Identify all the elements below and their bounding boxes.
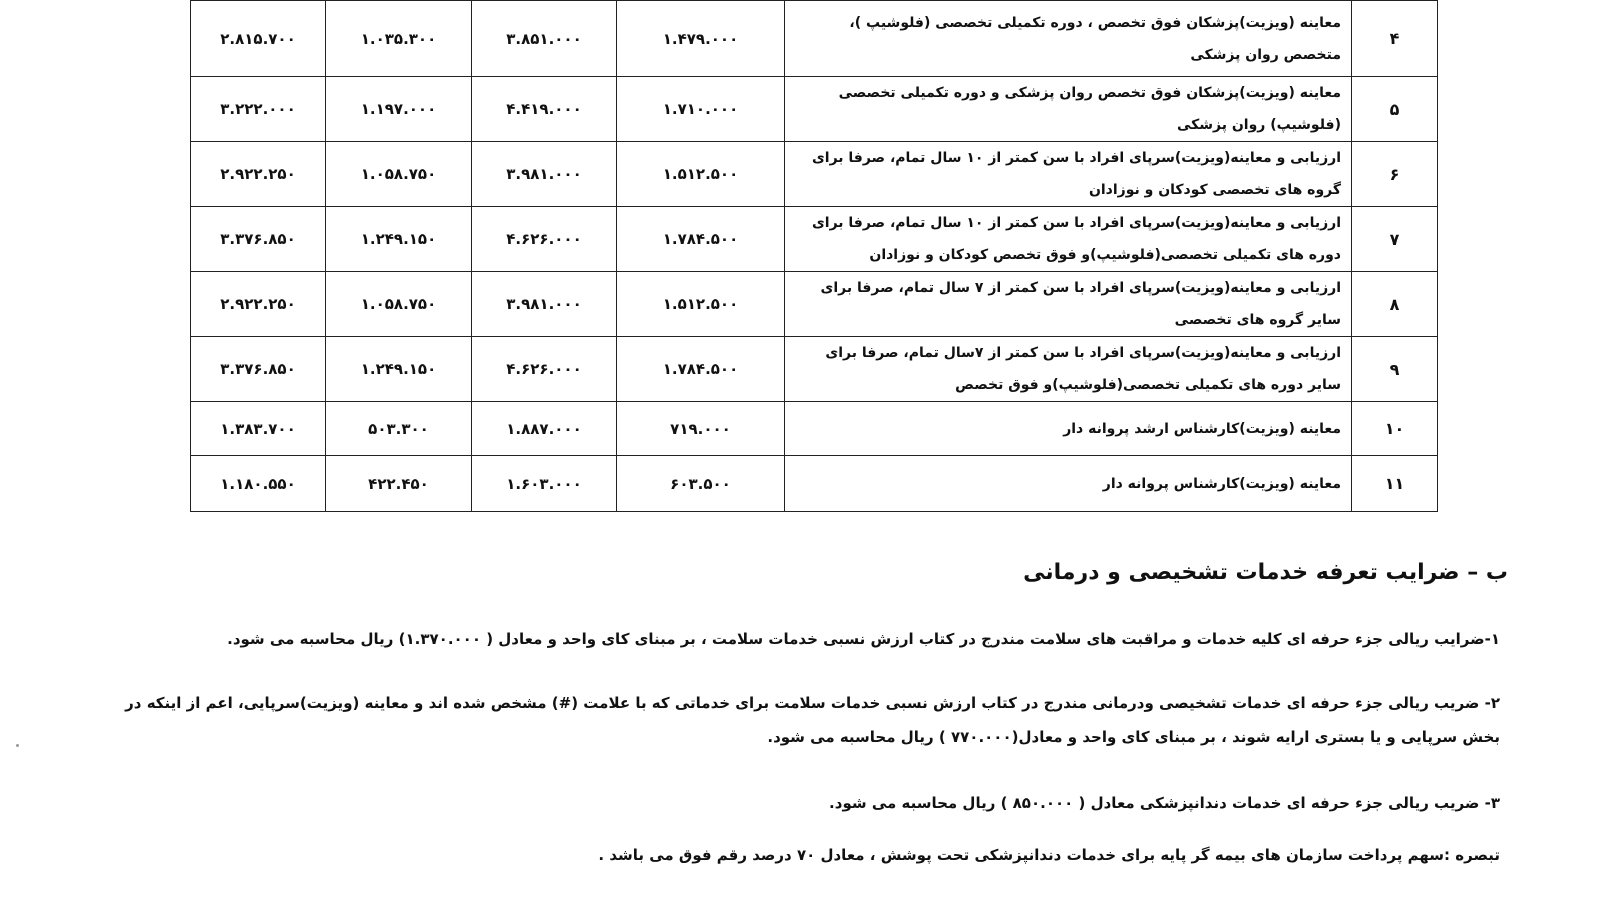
tariff-value-2-cell: ۳.۹۸۱.۰۰۰ <box>472 142 617 207</box>
tariff-value-3-cell: ۱.۲۴۹.۱۵۰ <box>326 337 472 402</box>
tariff-table-body <box>191 1 1438 512</box>
tariff-value-4-cell: ۲.۹۲۲.۲۵۰ <box>191 142 326 207</box>
paragraph-1: ۱-ضرایب ریالی جزء حرفه ای کلیه خدمات و مراقبت های سلامت مندرج در کتاب ارزش نسبی خدمات سلامت ، بر مبنای کای واحد و معادل ( ۱.۳۷۰.۰۰۰) ریال محاسبه می شود. <box>227 630 1500 648</box>
tariff-table <box>190 0 1438 512</box>
note-paragraph: تبصره :سهم پرداخت سازمان های بیمه گر پایه برای خدمات دندانپزشکی تحت پوشش ، معادل ۷۰ درصد رقم فوق می باشد . <box>598 846 1500 864</box>
tariff-value-4-cell: ۲.۸۱۵.۷۰۰ <box>191 1 326 77</box>
tariff-value-2-cell: ۴.۶۲۶.۰۰۰ <box>472 337 617 402</box>
tariff-value-2-cell: ۱.۶۰۳.۰۰۰ <box>472 456 617 512</box>
row-number-cell: ۱۱ <box>1352 456 1438 512</box>
table-row <box>191 456 1438 512</box>
row-number-cell: ۵ <box>1352 77 1438 142</box>
row-number-cell: ۶ <box>1352 142 1438 207</box>
tariff-value-2-cell: ۴.۴۱۹.۰۰۰ <box>472 77 617 142</box>
tariff-value-3-cell: ۵۰۳.۳۰۰ <box>326 402 472 456</box>
service-description-cell: ارزیابی و معاینه(ویزیت)سرپای افراد با سن کمتر از ۱۰ سال تمام، صرفا برای دوره های تکمیلی تخصصی(فلوشیپ)و فوق تخصص کودکان و نوزادان <box>785 207 1352 272</box>
table-row <box>191 272 1438 337</box>
tariff-value-2-cell: ۴.۶۲۶.۰۰۰ <box>472 207 617 272</box>
tariff-value-2-cell: ۳.۹۸۱.۰۰۰ <box>472 272 617 337</box>
tariff-value-3-cell: ۱.۰۵۸.۷۵۰ <box>326 272 472 337</box>
row-number-cell: ۱۰ <box>1352 402 1438 456</box>
tariff-value-1-cell: ۷۱۹.۰۰۰ <box>617 402 785 456</box>
tariff-value-3-cell: ۴۲۲.۴۵۰ <box>326 456 472 512</box>
section-heading: ب – ضرایب تعرفه خدمات تشخیصی و درمانی <box>1023 560 1508 585</box>
tariff-value-2-cell: ۱.۸۸۷.۰۰۰ <box>472 402 617 456</box>
tariff-value-1-cell: ۱.۷۸۴.۵۰۰ <box>617 337 785 402</box>
table-row <box>191 142 1438 207</box>
service-description-cell: ارزیابی و معاینه(ویزیت)سرپای افراد با سن کمتر از ۱۰ سال تمام، صرفا برای گروه های تخصصی کودکان و نوزادان <box>785 142 1352 207</box>
service-description-cell: ارزیابی و معاینه(ویزیت)سرپای افراد با سن کمتر از ۷سال تمام، صرفا برای سایر دوره های تکمیلی تخصصی(فلوشیپ)و فوق تخصص <box>785 337 1352 402</box>
tariff-value-1-cell: ۱.۷۸۴.۵۰۰ <box>617 207 785 272</box>
paragraph-2: ۲- ضریب ریالی جزء حرفه ای خدمات تشخیصی ودرمانی مندرج در کتاب ارزش نسبی خدمات سلامت برای خدماتی که با علامت (#) مشخص شده اند و معاینه (ویزیت)سرپایی، اعم از اینکه در بخش سرپایی و یا بستری ارایه شوند ، بر مبنای کای واحد و معادل(۷۷۰.۰۰۰ ) ریال محاسبه می شود. <box>125 694 1500 746</box>
table-row <box>191 402 1438 456</box>
row-number-cell: ۸ <box>1352 272 1438 337</box>
service-description-cell: معاینه (ویزیت)کارشناس ارشد پروانه دار <box>785 402 1352 456</box>
tariff-value-4-cell: ۳.۳۷۶.۸۵۰ <box>191 337 326 402</box>
tariff-value-4-cell: ۳.۳۷۶.۸۵۰ <box>191 207 326 272</box>
tariff-value-3-cell: ۱.۲۴۹.۱۵۰ <box>326 207 472 272</box>
tariff-table-container <box>190 0 1437 512</box>
tariff-value-4-cell: ۱.۱۸۰.۵۵۰ <box>191 456 326 512</box>
row-number-cell: ۹ <box>1352 337 1438 402</box>
service-description-cell: معاینه (ویزیت)پزشکان فوق تخصص روان پزشکی و دوره تکمیلی تخصصی (فلوشیپ) روان پزشکی <box>785 77 1352 142</box>
tariff-value-1-cell: ۱.۴۷۹.۰۰۰ <box>617 1 785 77</box>
service-description-cell: معاینه (ویزیت)کارشناس پروانه دار <box>785 456 1352 512</box>
service-description-cell: ارزیابی و معاینه(ویزیت)سرپای افراد با سن کمتر از ۷ سال تمام، صرفا برای سایر گروه های تخصصی <box>785 272 1352 337</box>
row-number-cell: ۴ <box>1352 1 1438 77</box>
tariff-value-3-cell: ۱.۰۵۸.۷۵۰ <box>326 142 472 207</box>
tariff-value-1-cell: ۱.۵۱۲.۵۰۰ <box>617 272 785 337</box>
tariff-value-2-cell: ۳.۸۵۱.۰۰۰ <box>472 1 617 77</box>
row-number-cell: ۷ <box>1352 207 1438 272</box>
tariff-value-1-cell: ۶۰۳.۵۰۰ <box>617 456 785 512</box>
tariff-value-1-cell: ۱.۵۱۲.۵۰۰ <box>617 142 785 207</box>
table-row <box>191 337 1438 402</box>
table-row <box>191 77 1438 142</box>
paragraph-3: ۳- ضریب ریالی جزء حرفه ای خدمات دندانپزشکی معادل ( ۸۵۰.۰۰۰ ) ریال محاسبه می شود. <box>829 794 1500 812</box>
tariff-value-3-cell: ۱.۰۳۵.۳۰۰ <box>326 1 472 77</box>
tariff-value-4-cell: ۳.۲۲۲.۰۰۰ <box>191 77 326 142</box>
table-row <box>191 1 1438 77</box>
tariff-value-4-cell: ۲.۹۲۲.۲۵۰ <box>191 272 326 337</box>
service-description-cell: معاینه (ویزیت)پزشکان فوق تخصص ، دوره تکمیلی تخصصی (فلوشیپ )، متخصص روان پزشکی <box>785 1 1352 77</box>
tariff-value-4-cell: ۱.۳۸۳.۷۰۰ <box>191 402 326 456</box>
table-row <box>191 207 1438 272</box>
tariff-value-3-cell: ۱.۱۹۷.۰۰۰ <box>326 77 472 142</box>
scan-speck <box>16 744 19 747</box>
tariff-value-1-cell: ۱.۷۱۰.۰۰۰ <box>617 77 785 142</box>
